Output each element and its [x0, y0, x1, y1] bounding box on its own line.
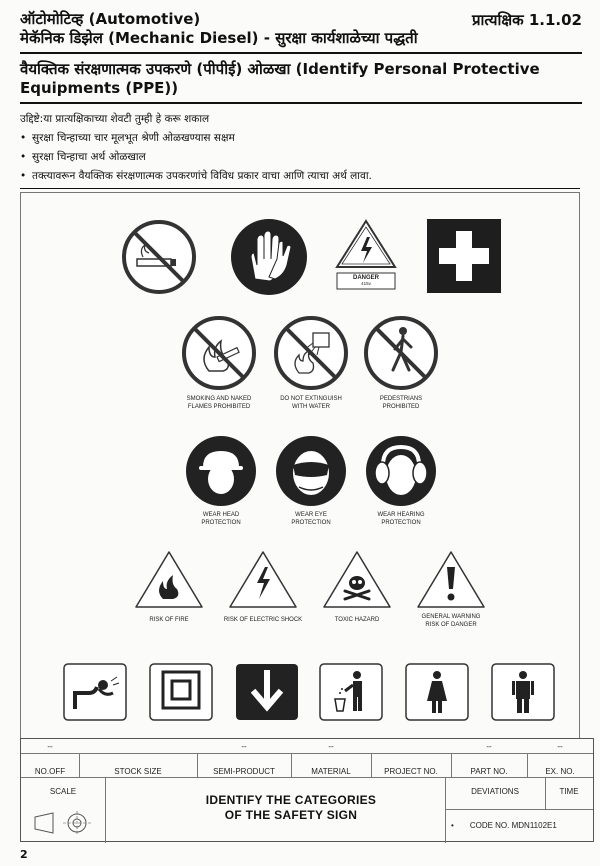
caption-fire: RISK OF FIRE	[149, 617, 189, 623]
danger-label: DANGER	[352, 275, 379, 281]
male-icon	[491, 663, 555, 721]
dash-cell: --	[47, 741, 53, 751]
caption-pedestrians: PEDESTRIANS PROHIBITED	[379, 396, 423, 410]
project-no-label: PROJECT NO.	[384, 766, 438, 776]
header-rule	[20, 52, 582, 54]
caption-toxic: TOXIC HAZARD	[334, 617, 380, 623]
no-pedestrians-icon	[363, 315, 439, 391]
projection-symbol-icon	[33, 809, 93, 837]
module-title-line1: ऑटोमोटिव्ह (Automotive)	[20, 10, 201, 28]
no-naked-flames-icon	[181, 315, 257, 391]
exercise-title: वैयक्तिक संरक्षणात्मक उपकरणे (पीपीई) ओळखा (Identify Personal Protective Equipments (PPE))	[20, 60, 540, 97]
ex-no-label: EX. NO.	[545, 766, 575, 776]
arrow-down-icon	[235, 663, 299, 721]
dash-cell: --	[486, 741, 492, 751]
module-title	[20, 10, 418, 48]
stock-size-label: STOCK SIZE	[114, 766, 162, 776]
time-label: TIME	[559, 786, 579, 796]
exercise-number: प्रात्यक्षिक 1.1.02	[472, 11, 582, 29]
page-number: 2	[20, 848, 28, 861]
no-smoking-icon	[121, 219, 197, 295]
objective-item: • सुरक्षा चिन्हाचा अर्थ ओळखाल	[20, 148, 580, 167]
page-header	[20, 10, 582, 48]
semi-product-label: SEMI-PRODUCT	[213, 766, 275, 776]
drawing-title-line2: OF THE SAFETY SIGN	[224, 808, 358, 822]
wear-gloves-icon	[229, 217, 309, 297]
eye-wash-icon	[63, 663, 127, 721]
objectives	[20, 110, 580, 189]
drawing-title	[141, 793, 441, 823]
drawing-title-block	[20, 738, 594, 842]
safety-signs-figure	[20, 192, 580, 738]
risk-of-electric-shock-icon	[227, 549, 299, 611]
drawing-title-line1: IDENTIFY THE CATEGORIES	[205, 793, 377, 807]
dash-cell: --	[557, 741, 563, 751]
title-rule	[20, 102, 582, 104]
wear-head-protection-icon	[185, 435, 257, 507]
no-water-extinguish-icon	[273, 315, 349, 391]
caption-hearing: WEAR HEARING PROTECTION	[377, 512, 425, 526]
material-label: MATERIAL	[311, 766, 351, 776]
general-warning-icon	[415, 549, 487, 611]
module-title-line2: मेकॅनिक डिझेल (Mechanic Diesel) - सुरक्षा कार्यशाळेच्या पद्धती	[20, 29, 418, 47]
caption-shock: RISK OF ELECTRIC SHOCK	[223, 617, 303, 623]
objective-item: • तक्त्यावरून वैयक्तिक संरक्षणात्मक उपकरणांचे विविध प्रकार वाचा आणि त्याचा अर्थ लावा.	[20, 167, 580, 189]
risk-of-fire-icon	[133, 549, 205, 611]
objective-item: • सुरक्षा चिन्हाच्या चार मूलभूत श्रेणी ओळखण्यास सक्षम	[20, 129, 580, 148]
bullet-icon: •	[451, 820, 454, 830]
caption-smoking: SMOKING AND NAKED FLAMES PROHIBITED	[186, 396, 252, 410]
double-insulated-icon	[149, 663, 213, 721]
caption-head: WEAR HEAD PROTECTION	[201, 512, 241, 526]
first-aid-icon	[427, 219, 501, 293]
deviations-label: DEVIATIONS	[471, 786, 519, 796]
female-icon	[405, 663, 469, 721]
code-no	[451, 819, 593, 831]
caption-water: DO NOT EXTINGUISH WITH WATER	[280, 396, 342, 410]
danger-sublabel: 415v	[361, 281, 371, 286]
scale-label: SCALE	[49, 786, 77, 796]
code-no-text: CODE NO. MDN1102E1	[469, 820, 557, 830]
caption-general: GENERAL WARNING RISK OF DANGER	[421, 614, 481, 628]
wear-eye-protection-icon	[275, 435, 347, 507]
litter-bin-icon	[319, 663, 383, 721]
dash-cell: --	[328, 741, 334, 751]
dash-cell: --	[241, 741, 247, 751]
part-no-label: PART NO.	[470, 766, 508, 776]
wear-hearing-protection-icon	[365, 435, 437, 507]
objectives-intro: उद्दिष्टे:या प्रात्यक्षिकाच्या शेवटी तुम्ही हे करू शकाल	[20, 113, 210, 125]
toxic-hazard-icon	[321, 549, 393, 611]
no-off-label: NO.OFF	[34, 766, 66, 776]
caption-eye: WEAR EYE PROTECTION	[291, 512, 331, 526]
